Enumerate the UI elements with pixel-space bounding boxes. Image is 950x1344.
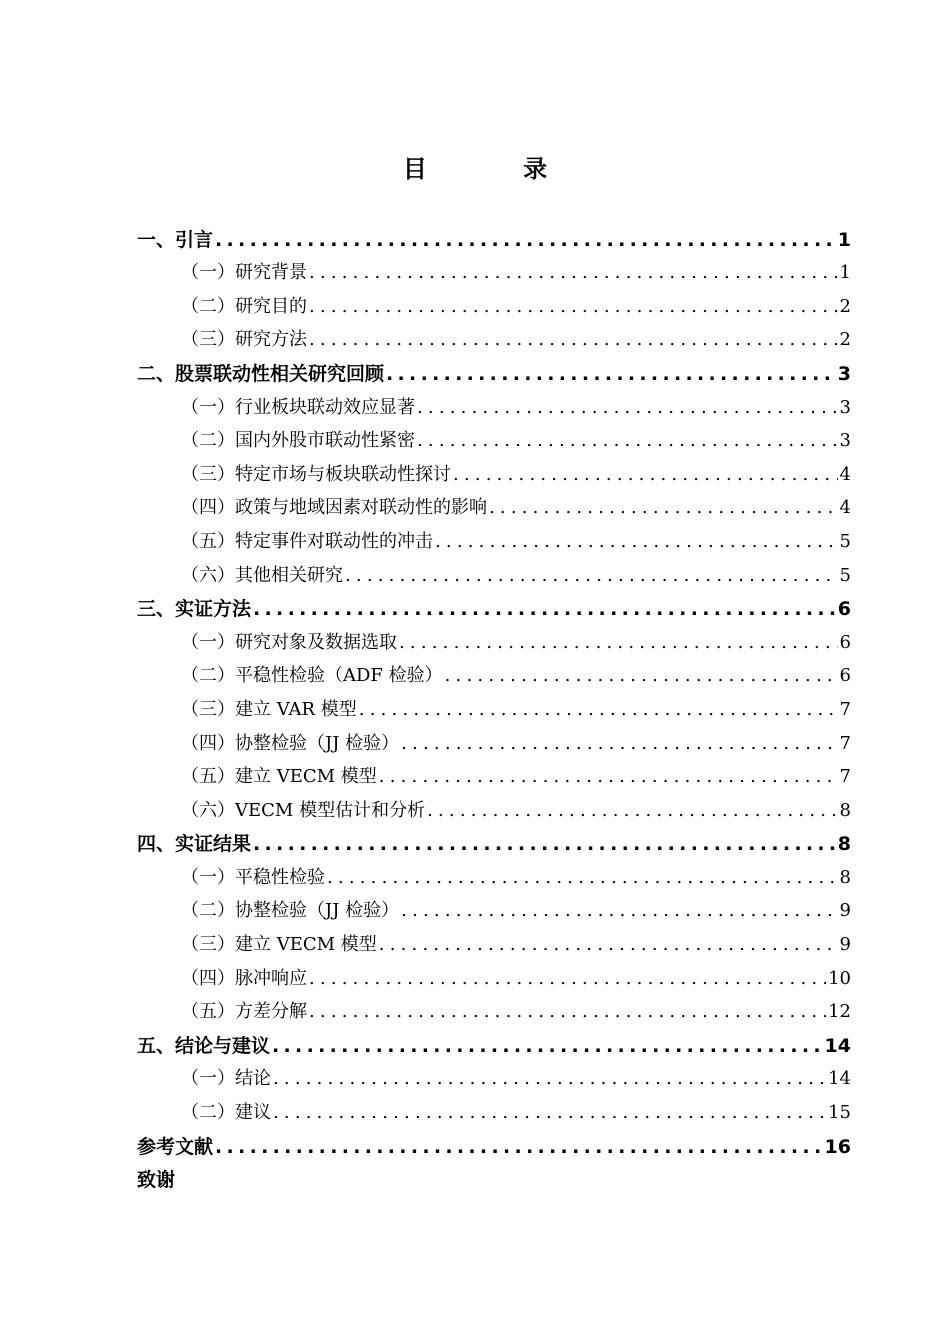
dot-leader [213, 227, 836, 253]
toc-entry-page-number: 5 [839, 564, 851, 586]
dot-leader [271, 1100, 826, 1126]
table-of-contents [137, 219, 851, 1193]
dot-leader [325, 865, 838, 891]
toc-entry-label: （四）协整检验（JJ 检验） [181, 732, 400, 754]
toc-title: 目 录 [402, 155, 592, 183]
toc-chapter-entry[interactable] [137, 1025, 851, 1059]
toc-entry-page-number: 2 [839, 329, 851, 351]
toc-entry-page-number: 5 [839, 530, 851, 552]
toc-entry-label: （一）研究背景 [181, 262, 307, 284]
toc-entry-label: 二、股票联动性相关研究回顾 [137, 362, 385, 385]
toc-entry-page-number: 8 [837, 833, 851, 856]
toc-entry-label: （一）结论 [181, 1068, 271, 1090]
toc-entry-page-number: 4 [839, 463, 851, 485]
dot-leader [307, 966, 826, 992]
toc-entry-page-number: 6 [839, 631, 851, 653]
toc-entry-page-number: 4 [839, 497, 851, 519]
toc-section-entry[interactable] [137, 320, 851, 354]
toc-entry-label: （六）VECM 模型估计和分析 [181, 799, 426, 821]
toc-section-entry[interactable] [137, 488, 851, 522]
toc-entry-label: 一、引言 [137, 228, 214, 251]
toc-entry-label: （二）国内外股市联动性紧密 [181, 430, 415, 452]
toc-entry-label: （五）方差分解 [181, 1001, 307, 1023]
toc-entry-page-number: 3 [839, 396, 851, 418]
toc-entry-page-number: 15 [828, 1102, 851, 1124]
toc-entry-label: （三）特定市场与板块联动性探讨 [181, 463, 451, 485]
toc-entry-label: 参考文献 [137, 1135, 214, 1158]
toc-section-entry[interactable] [137, 656, 851, 690]
dot-leader [307, 327, 838, 353]
toc-section-entry[interactable] [137, 622, 851, 656]
toc-entry-label: （二）协整检验（JJ 检验） [181, 900, 400, 922]
toc-entry-label: 三、实证方法 [137, 598, 252, 621]
toc-entry-page-number: 9 [839, 900, 851, 922]
toc-entry-label: （三）研究方法 [181, 329, 307, 351]
toc-entry-page-number: 6 [839, 665, 851, 687]
toc-section-entry[interactable] [137, 555, 851, 589]
toc-entry-page-number: 14 [824, 1034, 851, 1057]
toc-section-entry[interactable] [137, 891, 851, 925]
dot-leader [415, 395, 838, 421]
toc-entry-page-number: 7 [839, 698, 851, 720]
toc-chapter-entry[interactable] [137, 219, 851, 253]
toc-section-entry[interactable] [137, 689, 851, 723]
toc-entry-label: （五）特定事件对联动性的冲击 [181, 530, 433, 552]
toc-entry-page-number: 8 [839, 866, 851, 888]
toc-entry-label: （三）建立 VAR 模型 [181, 698, 357, 720]
toc-chapter-entry[interactable] [137, 1126, 851, 1160]
toc-entry-page-number: 9 [839, 934, 851, 956]
toc-chapter-entry[interactable] [137, 824, 851, 858]
dot-leader [307, 999, 826, 1025]
toc-entry-label: 致谢 [137, 1169, 176, 1192]
toc-entry-label: （一）平稳性检验 [181, 866, 325, 888]
dot-leader [307, 294, 838, 320]
toc-section-entry[interactable] [137, 924, 851, 958]
dot-leader [377, 932, 838, 958]
toc-entry-page-number: 16 [824, 1135, 851, 1158]
toc-entry-label: （二）研究目的 [181, 295, 307, 317]
toc-entry-page-number: 1 [839, 262, 851, 284]
dot-leader [415, 428, 838, 454]
dot-leader [270, 1033, 823, 1059]
toc-chapter-entry[interactable] [137, 589, 851, 623]
dot-leader [307, 260, 838, 286]
toc-entry-label: （二）平稳性检验（ADF 检验） [181, 665, 443, 687]
dot-leader [213, 1134, 823, 1160]
toc-entry-label: （四）政策与地域因素对联动性的影响 [181, 497, 487, 519]
toc-entry-page-number: 3 [837, 362, 851, 385]
toc-entry-page-number: 2 [839, 295, 851, 317]
toc-section-entry[interactable] [137, 857, 851, 891]
dot-leader [399, 898, 837, 924]
toc-entry-page-number: 8 [839, 799, 851, 821]
toc-section-entry[interactable] [137, 253, 851, 287]
toc-section-entry[interactable] [137, 521, 851, 555]
dot-leader [487, 495, 838, 521]
toc-entry-page-number: 14 [828, 1068, 851, 1090]
dot-leader [384, 361, 836, 387]
toc-section-entry[interactable] [137, 1092, 851, 1126]
toc-entry-label: （一）行业板块联动效应显著 [181, 396, 415, 418]
dot-leader [357, 697, 838, 723]
dot-leader [343, 563, 838, 589]
toc-entry-label: （五）建立 VECM 模型 [181, 766, 377, 788]
dot-leader [425, 798, 837, 824]
dot-leader [397, 630, 838, 656]
toc-entry-label: （四）脉冲响应 [181, 967, 307, 989]
dot-leader [251, 596, 836, 622]
toc-entry-page-number: 7 [839, 732, 851, 754]
toc-entry-page-number: 10 [828, 967, 851, 989]
toc-chapter-entry[interactable] [137, 1160, 851, 1194]
toc-entry-label: （六）其他相关研究 [181, 564, 343, 586]
toc-entry-page-number: 3 [839, 430, 851, 452]
toc-entry-label: （一）研究对象及数据选取 [181, 631, 397, 653]
toc-section-entry[interactable] [137, 958, 851, 992]
toc-section-entry[interactable] [137, 790, 851, 824]
dot-leader [399, 731, 837, 757]
toc-section-entry[interactable] [137, 992, 851, 1026]
toc-section-entry[interactable] [137, 757, 851, 791]
toc-entry-label: （三）建立 VECM 模型 [181, 934, 377, 956]
dot-leader [433, 529, 838, 555]
dot-leader [377, 764, 838, 790]
toc-entry-page-number: 12 [828, 1001, 851, 1023]
toc-section-entry[interactable] [137, 387, 851, 421]
toc-section-entry[interactable] [137, 286, 851, 320]
dot-leader [271, 1066, 826, 1092]
toc-section-entry[interactable] [137, 1059, 851, 1093]
toc-entry-page-number: 6 [837, 598, 851, 621]
toc-section-entry[interactable] [137, 723, 851, 757]
toc-entry-label: 四、实证结果 [137, 833, 252, 856]
toc-entry-label: （二）建议 [181, 1102, 271, 1124]
toc-entry-page-number: 7 [839, 766, 851, 788]
toc-entry-page-number: 1 [837, 228, 851, 251]
dot-leader [443, 663, 838, 689]
toc-chapter-entry[interactable] [137, 353, 851, 387]
toc-section-entry[interactable] [137, 454, 851, 488]
dot-leader [451, 462, 838, 488]
dot-leader [251, 831, 836, 857]
toc-entry-label: 五、结论与建议 [137, 1034, 271, 1057]
toc-section-entry[interactable] [137, 421, 851, 455]
